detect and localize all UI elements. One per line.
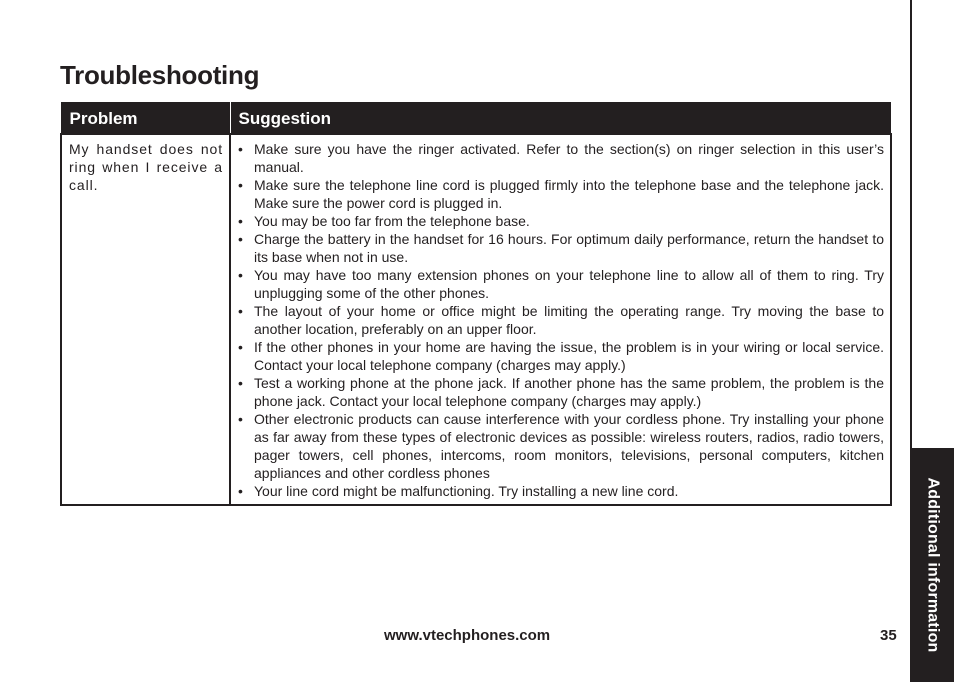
suggestion-item — [238, 266, 884, 302]
suggestion-item — [238, 482, 884, 500]
side-tab-label: Additional information — [925, 477, 942, 653]
bullet-icon: • — [238, 141, 243, 157]
problem-cell: My handset does not ring when I receive a call. — [61, 134, 230, 505]
suggestion-text: Test a working phone at the phone jack. If another phone has the same problem, the problem is the phone jack. Contact your local telephone company (charges may apply.) — [254, 375, 884, 409]
header-problem: Problem — [61, 102, 230, 134]
footer-url: www.vtechphones.com — [384, 627, 551, 644]
troubleshooting-table — [60, 102, 892, 506]
side-tab-label-wrap — [912, 448, 954, 682]
suggestion-text: Charge the battery in the handset for 16 hours. For optimum daily performance, return the handset to its base when not in use. — [254, 231, 884, 265]
suggestion-text: You may be too far from the telephone base. — [254, 213, 530, 229]
bullet-icon: • — [238, 411, 243, 427]
suggestion-text: The layout of your home or office might be limiting the operating range. Try moving the base to another location, preferably on an upper floor. — [254, 303, 884, 337]
suggestion-item — [238, 338, 884, 374]
suggestion-text: Make sure you have the ringer activated. Refer to the section(s) on ringer selection in this user’s manual. — [254, 141, 884, 175]
suggestion-item — [238, 302, 884, 338]
page-number: 35 — [880, 627, 897, 644]
suggestion-cell — [230, 134, 891, 505]
suggestion-text: Make sure the telephone line cord is plugged firmly into the telephone base and the telephone jack. Make sure the power cord is plugged in. — [254, 177, 884, 211]
suggestion-text: Your line cord might be malfunctioning. Try installing a new line cord. — [254, 483, 679, 499]
suggestion-item — [238, 230, 884, 266]
suggestion-item — [238, 410, 884, 482]
table-header-row — [61, 102, 891, 134]
suggestion-item — [238, 374, 884, 410]
bullet-icon: • — [238, 303, 243, 319]
bullet-icon: • — [238, 231, 243, 247]
suggestion-item — [238, 212, 884, 230]
bullet-icon: • — [238, 177, 243, 193]
bullet-icon: • — [238, 267, 243, 283]
suggestion-item — [238, 176, 884, 212]
bullet-icon: • — [238, 483, 243, 499]
suggestion-text: You may have too many extension phones on your telephone line to allow all of them to ring. Try unplugging some of the other phones. — [254, 267, 884, 301]
suggestion-text: Other electronic products can cause interference with your cordless phone. Try installing your phone as far away from these types of electronic devices as possible: wireless routers, radios, radio towers, pager towers, cell phones, intercoms, room monitors, televisions, personal computers, kitchen appliances and other cordless phones — [254, 411, 884, 481]
suggestion-item — [238, 140, 884, 176]
suggestion-text: If the other phones in your home are having the issue, the problem is in your wiring or local service. Contact your local telephone company (charges may apply.) — [254, 339, 884, 373]
bullet-icon: • — [238, 375, 243, 391]
suggestion-list — [238, 140, 884, 500]
page-title: Troubleshooting — [60, 60, 260, 90]
bullet-icon: • — [238, 339, 243, 355]
table-row — [61, 134, 891, 505]
bullet-icon: • — [238, 213, 243, 229]
header-suggestion: Suggestion — [230, 102, 891, 134]
